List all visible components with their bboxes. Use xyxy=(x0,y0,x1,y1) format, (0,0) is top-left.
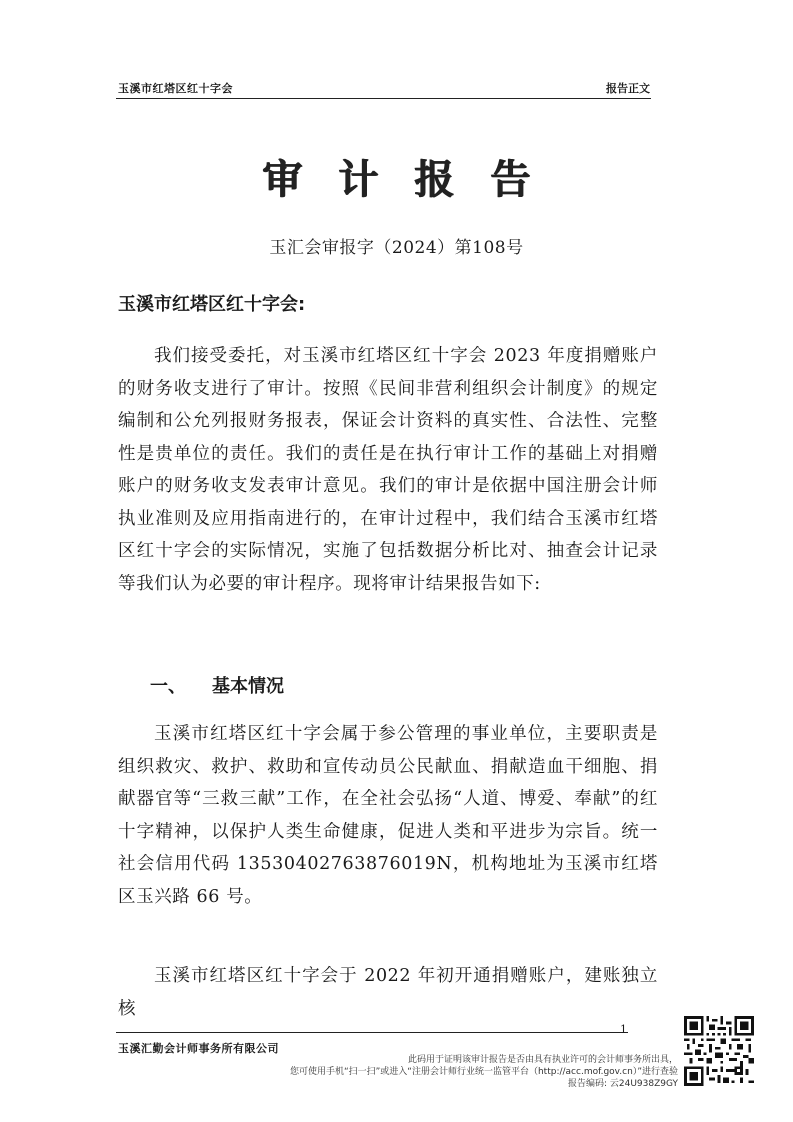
verification-note-1: 此码用于证明该审计报告是否由具有执业许可的会计师事务所出具， xyxy=(407,1055,678,1065)
paragraph-basic-info: 玉溪市红塔区红十字会属于参公管理的事业单位，主要职责是组织救灾、救护、救助和宣传动员公民献血、捐献造血干细胞、捐献器官等“三救三献”工作，在全社会弘扬“人道、博爱、奉献”的红十字精神，以保护人类生命健康，促进人类和平进步为宗旨。统一社会信用代码 13530402763876019N，机构地址为玉溪市红塔区玉兴路 66 号。 xyxy=(118,724,658,907)
report-code: 报告编码: 云24U938Z9GY xyxy=(567,1079,678,1089)
header-section: 报告正文 xyxy=(606,82,650,95)
verification-note-2: 您可使用手机“扫一扫”或进入“注册会计师行业统一监管平台（http://acc.mof.gov.cn）”进行查验 xyxy=(289,1067,678,1077)
paragraph-account: 玉溪市红塔区红十字会于 2022 年初开通捐赠账户，建账独立核 xyxy=(118,966,658,1019)
section-number: 一、 xyxy=(150,676,186,697)
footer-firm: 玉溪汇勤会计师事务所有限公司 xyxy=(118,1042,279,1055)
page-number: 1 xyxy=(620,1023,627,1036)
report-title: 审计报告 xyxy=(262,157,567,203)
section-heading-basic-info xyxy=(150,672,284,698)
salutation: 玉溪市红塔区红十字会: xyxy=(118,294,306,315)
paragraph-intro: 我们接受委托，对玉溪市红塔区红十字会 2023 年度捐赠账户的财务收支进行了审计。按照《民间非营利组织会计制度》的规定编制和公允列报财务报表，保证会计资料的真实性、合法性、完整性是贵单位的责任。我们的责任是在执行审计工作的基础上对捐赠账户的财务收支发表审计意见。我们的审计是依据中国注册会计师执业准则及应用指南进行的，在审计过程中，我们结合玉溪市红塔区红十字会的实际情况，实施了包括数据分析比对、抽查会计记录等我们认为必要的审计程序。现将审计结果报告如下: xyxy=(118,346,658,594)
footer-divider xyxy=(116,1032,628,1033)
section-title: 基本情况 xyxy=(212,676,284,697)
document-number: 玉汇会审报字（2024）第108号 xyxy=(269,238,524,258)
header-divider xyxy=(116,98,651,99)
qr-code-icon[interactable] xyxy=(684,1016,754,1086)
header-org: 玉溪市红塔区红十字会 xyxy=(118,82,233,95)
